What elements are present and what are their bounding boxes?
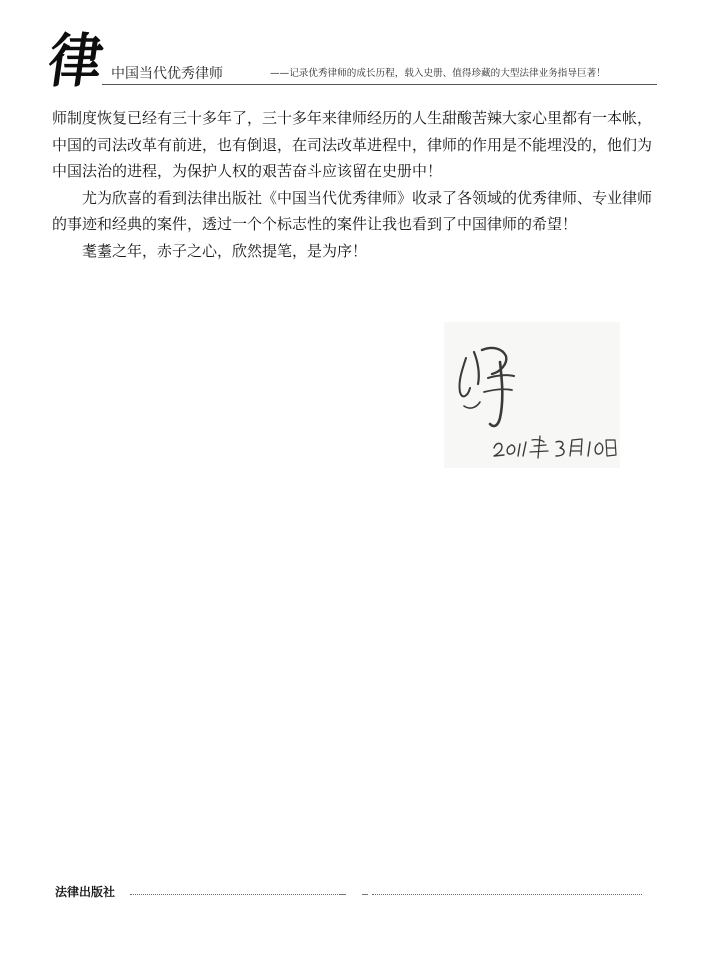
header-calligraphy-glyph: 律 [44,27,108,95]
page-header [0,0,709,100]
footer-dotted-rule-right [372,894,642,895]
series-title: 中国当代优秀律师 [111,66,223,82]
page-footer [0,880,709,910]
footer-publisher: 法律出版社 [55,885,116,899]
paragraph-3: 耄耋之年，赤子之心，欣然提笔，是为序！ [82,241,368,260]
signature-drawing [444,322,620,468]
footer-dash-right [362,894,368,895]
series-tagline: ——记录优秀律师的成长历程，载入史册、值得珍藏的大型法律业务指导巨著！ [270,68,606,79]
preface-body [52,105,652,264]
footer-dotted-rule-left [130,894,342,895]
paragraph-1: 师制度恢复已经有三十多年了，三十多年来律师经历的人生甜酸苦辣大家心里都有一本帐，中国的司法改革有前进，也有倒退，在司法改革进程中，律师的作用是不能埋没的，他们为中国法治的进程，为保护人权的艰苦奋斗应该留在史册中！ [52,109,653,180]
paragraph-2: 尤为欣喜的看到法律出版社《中国当代优秀律师》收录了各领域的优秀律师、专业律师的事迹和经典的案件，透过一个个标志性的案件让我也看到了中国律师的希望！ [52,188,653,233]
handwritten-signature [444,322,620,468]
header-rule [102,84,657,85]
footer-dash-left [340,894,346,895]
